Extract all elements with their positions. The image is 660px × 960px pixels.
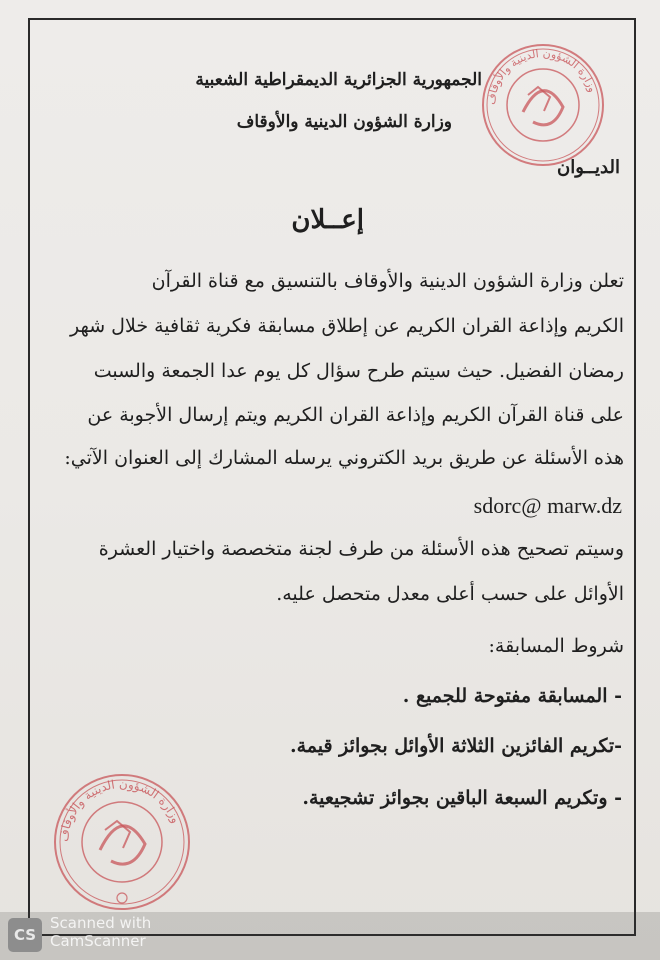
body-line: على قناة القرآن الكريم وإذاعة القران الكريم ويتم إرسال الأجوبة عن	[87, 404, 624, 426]
official-stamp-top	[478, 40, 608, 170]
stamp-ring-text: وزارة الشؤون الدينية والأوقاف	[484, 46, 600, 106]
scanner-line-1: Scanned with	[50, 914, 152, 932]
republic-heading: الجمهورية الجزائرية الديمقراطية الشعبية	[195, 70, 482, 90]
announcement-title: إعــلان	[291, 205, 364, 235]
scanner-line-2: CamScanner	[50, 932, 146, 950]
stamp-ring-text: وزارة الشؤون الدينية والأوقاف	[56, 776, 184, 843]
condition-item: -تكريم الفائزين الثلاثة الأوائل بجوائز قيمة.	[289, 735, 622, 757]
correction-line: الأوائل على حسب أعلى معدل متحصل عليه.	[276, 583, 624, 605]
condition-item: - وتكريم السبعة الباقين بجوائز تشجيعية.	[302, 787, 622, 809]
svg-text:وزارة الشؤون الدينية والأوقاف	[57, 777, 183, 842]
conditions-heading: شروط المسابقة:	[488, 635, 624, 657]
contact-email: sdorc@ marw.dz	[473, 493, 622, 518]
condition-item: - المسابقة مفتوحة للجميع .	[402, 685, 622, 707]
body-line: تعلن وزارة الشؤون الدينية والأوقاف بالتنسيق مع قناة القرآن	[151, 270, 624, 292]
office-label: الديــوان	[556, 157, 620, 178]
body-line: رمضان الفضيل. حيث سيتم طرح سؤال كل يوم عدا الجمعة والسبت	[93, 360, 624, 382]
official-stamp-bottom	[50, 770, 195, 915]
body-line: هذه الأسئلة عن طريق بريد الكتروني يرسله المشارك إلى العنوان الآتي:	[64, 447, 624, 469]
scanner-watermark-text	[50, 914, 151, 950]
svg-text:وزارة الشؤون الدينية والأوقاف	[485, 47, 599, 106]
ministry-heading: وزارة الشؤون الدينية والأوقاف	[236, 112, 452, 132]
correction-line: وسيتم تصحيح هذه الأسئلة من طرف لجنة متخصصة واختيار العشرة	[98, 538, 624, 560]
camscanner-logo-icon: CS	[8, 918, 42, 952]
body-line: الكريم وإذاعة القران الكريم عن إطلاق مسابقة فكرية ثقافية خلال شهر	[69, 315, 624, 337]
